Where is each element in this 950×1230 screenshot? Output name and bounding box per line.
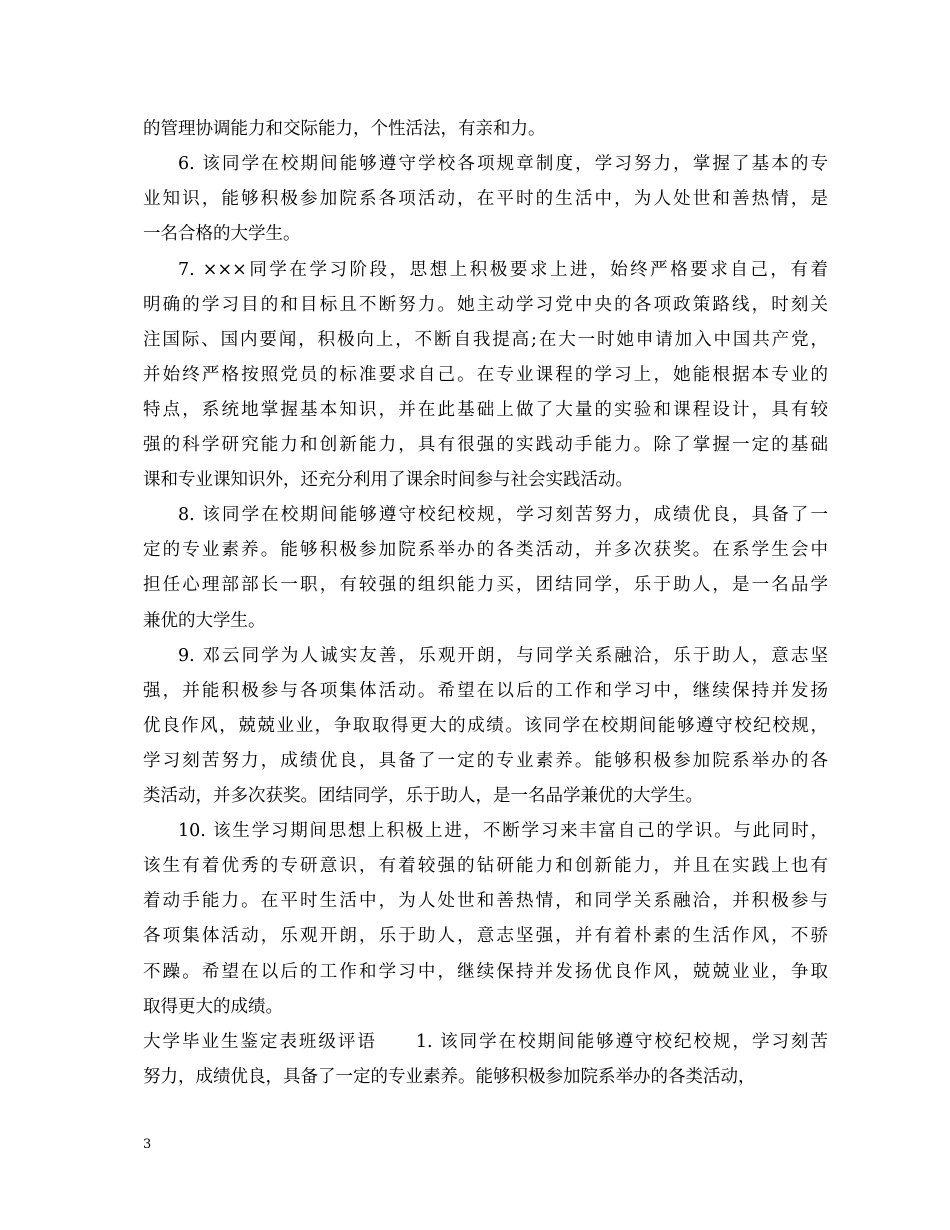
text-line: 担任心理部部长一职，有较强的组织能力买，团结同学，乐于助人，是一名品学 [143, 575, 828, 595]
text-line: 努力，成绩优良，具备了一定的专业素养。能够积极参加院系举办的各类活动， [143, 1067, 756, 1087]
text-line: 强，并能积极参与各项集体活动。希望在以后的工作和学习中，继续保持并发扬 [143, 681, 828, 701]
text-line: 优良作风，兢兢业业，争取取得更大的成绩。该同学在校期间能够遵守校纪校规， [143, 716, 828, 736]
text-line: 明确的学习目的和目标且不断努力。她主动学习党中央的各项政策路线，时刻关 [143, 295, 828, 315]
page-number: 3 [143, 1137, 152, 1152]
text-line: 并始终严格按照党员的标准要求自己。在专业课程的学习上，她能根据本专业的 [143, 365, 828, 385]
text-line: 类活动，并多次获奖。团结同学，乐于助人，是一名品学兼优的大学生。 [143, 786, 703, 806]
text-line: 课和专业课知识外，还充分利用了课余时间参与社会实践活动。 [143, 470, 633, 490]
section-heading-line: 大学毕业生鉴定表班级评语 1. 该同学在校期间能够遵守校纪校规，学习刻苦 [143, 1032, 828, 1052]
text-line: 一名合格的大学生。 [143, 224, 301, 244]
text-line: 定的专业素养。能够积极参加院系举办的各类活动，并多次获奖。在系学生会中 [143, 540, 828, 560]
text-line: 注国际、国内要闻，积极向上，不断自我提高;在大一时她申请加入中国共产党， [143, 330, 828, 350]
paragraph-7-start: 7. ×××同学在学习阶段，思想上积极要求上进，始终严格要求自己，有着 [178, 260, 828, 280]
paragraph-8-start: 8. 该同学在校期间能够遵守校纪校规，学习刻苦努力，成绩优良，具备了一 [178, 505, 828, 525]
paragraph-6-start: 6. 该同学在校期间能够遵守学校各项规章制度，学习努力，掌握了基本的专 [178, 154, 828, 174]
text-line: 强的科学研究能力和创新能力，具有很强的实践动手能力。除了掌握一定的基础 [143, 435, 828, 455]
text-line: 不躁。希望在以后的工作和学习中，继续保持并发扬优良作风，兢兢业业，争取 [143, 962, 828, 982]
paragraph-9-start: 9. 邓云同学为人诚实友善，乐观开朗，与同学关系融洽，乐于助人，意志坚 [178, 646, 828, 666]
text-line: 该生有着优秀的专研意识，有着较强的钻研能力和创新能力，并且在实践上也有 [143, 856, 828, 876]
text-line: 兼优的大学生。 [143, 611, 266, 631]
text-line: 特点，系统地掌握基本知识，并在此基础上做了大量的实验和课程设计，具有较 [143, 400, 828, 420]
text-line: 业知识，能够积极参加院系各项活动，在平时的生活中，为人处世和善热情，是 [143, 189, 828, 209]
text-line: 取得更大的成绩。 [143, 997, 283, 1017]
text-line: 着动手能力。在平时生活中，为人处世和善热情，和同学关系融洽，并积极参与 [143, 891, 828, 911]
paragraph-10-start: 10. 该生学习期间思想上积极上进，不断学习来丰富自己的学识。与此同时， [178, 821, 828, 841]
text-line: 学习刻苦努力，成绩优良，具备了一定的专业素养。能够积极参加院系举办的各 [143, 751, 828, 771]
text-line: 各项集体活动，乐观开朗，乐于助人，意志坚强，并有着朴素的生活作风，不骄 [143, 926, 828, 946]
text-line: 的管理协调能力和交际能力，个性活法，有亲和力。 [143, 119, 546, 139]
